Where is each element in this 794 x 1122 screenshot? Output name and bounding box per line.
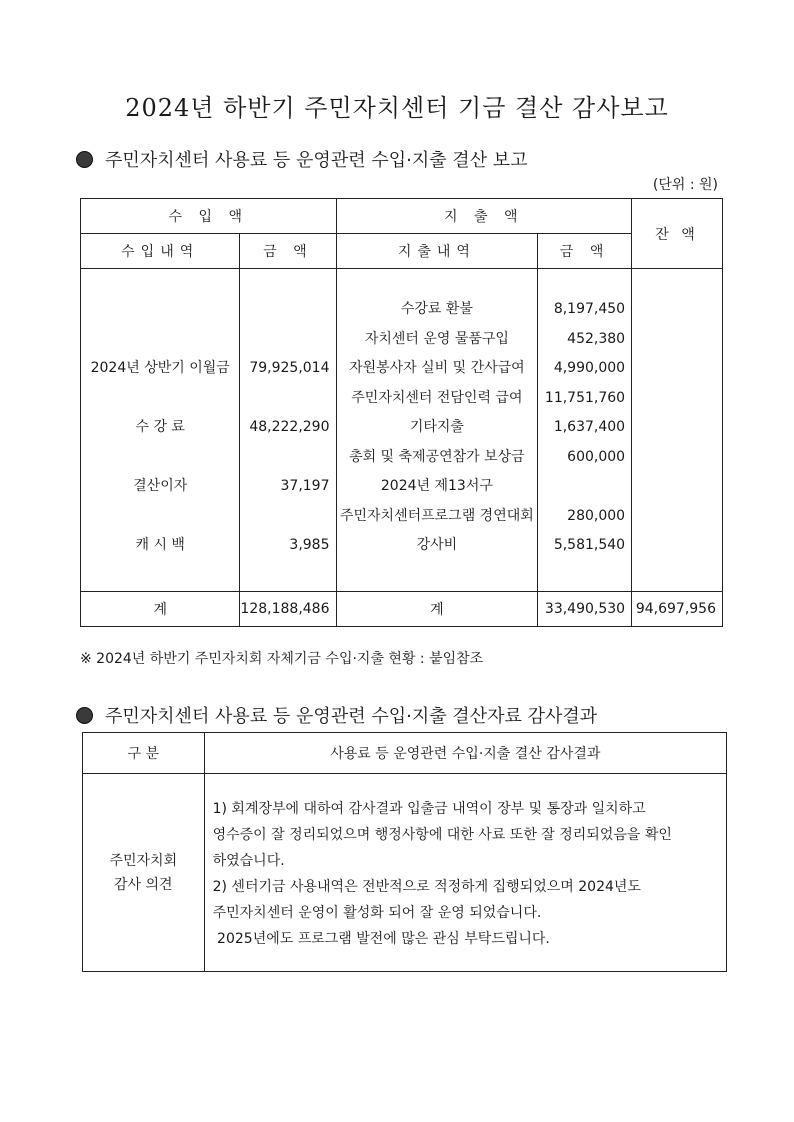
settlement-table bbox=[80, 198, 723, 627]
opinion-line: 1) 회계장부에 대하여 감사결과 입출금 내역이 장부 및 통장과 일치하고 bbox=[212, 801, 646, 817]
expense-amount-cell: 4,990,000 bbox=[553, 360, 626, 376]
income-amount-cell bbox=[240, 561, 335, 591]
audit-col-category: 구 분 bbox=[83, 733, 205, 774]
expense-amount-cell bbox=[538, 472, 631, 502]
expense-item-cell: 수강료 환불 bbox=[400, 301, 473, 317]
income-item-cell: 캐 시 백 bbox=[135, 537, 185, 553]
expense-amount-cell: 8,197,450 bbox=[553, 301, 626, 317]
income-item-cell: 2024년 상반기 이월금 bbox=[90, 360, 230, 376]
total-income-amount: 128,188,486 bbox=[240, 592, 336, 627]
income-amount-cell bbox=[240, 384, 335, 414]
audit-row-label bbox=[83, 774, 205, 972]
expense-items-column bbox=[336, 269, 538, 592]
section-heading-2 bbox=[76, 702, 597, 728]
income-item-cell: 결산이자 bbox=[133, 478, 188, 494]
income-amount-cell: 37,197 bbox=[280, 478, 330, 494]
bullet-icon bbox=[76, 151, 93, 168]
audit-col-result: 사용료 등 운영관련 수입·지출 결산 감사결과 bbox=[204, 733, 726, 774]
expense-item-cell: 자치센터 운영 물품구입 bbox=[364, 330, 509, 347]
expense-item-cell: 기타지출 bbox=[409, 419, 464, 435]
section-heading-1 bbox=[76, 146, 528, 172]
audit-row-label-line2: 감사 의견 bbox=[114, 876, 173, 893]
audit-result-table bbox=[82, 732, 727, 972]
unit-label: (단위 : 원) bbox=[652, 177, 718, 193]
expense-amount-cell: 5,581,540 bbox=[553, 537, 626, 553]
opinion-line: 2) 센터기금 사용내역은 전반적으로 적정하게 집행되었으며 2024년도 bbox=[212, 879, 641, 895]
bullet-icon bbox=[76, 707, 93, 724]
audit-opinion bbox=[204, 774, 726, 972]
income-item-cell bbox=[81, 561, 239, 591]
header-expense: 지 출 액 bbox=[336, 199, 632, 234]
footnote: ※ 2024년 하반기 주민자치회 자체기금 수입·지출 현황 : 붙임참조 bbox=[80, 651, 484, 667]
section-heading-1-text: 주민자치센터 사용료 등 운영관련 수입·지출 결산 보고 bbox=[105, 150, 528, 171]
opinion-line: 영수증이 잘 정리되었으며 행정사항에 대한 사료 또한 잘 정리되었음을 확인 bbox=[212, 827, 672, 843]
header-income-amount: 금 액 bbox=[240, 234, 336, 269]
income-item-cell bbox=[81, 443, 239, 473]
header-balance: 잔 액 bbox=[632, 199, 723, 269]
expense-amount-cell: 600,000 bbox=[567, 448, 626, 465]
expense-amount-cell: 452,380 bbox=[567, 330, 626, 347]
expense-amount-cell: 280,000 bbox=[567, 507, 626, 524]
income-item-cell bbox=[81, 295, 239, 325]
expense-amount-cell: 11,751,760 bbox=[544, 389, 626, 406]
income-amount-cell: 3,985 bbox=[289, 537, 330, 553]
income-amount-cell bbox=[240, 502, 335, 532]
income-amounts-column bbox=[240, 269, 336, 592]
total-income-label: 계 bbox=[81, 592, 240, 627]
header-income-item: 수입내역 bbox=[81, 234, 240, 269]
audit-row-label-line1: 주민자치회 bbox=[109, 852, 178, 869]
total-balance: 94,697,956 bbox=[632, 592, 723, 627]
expense-item-cell: 2024년 제13서구 bbox=[380, 478, 493, 494]
income-amount-cell: 79,925,014 bbox=[249, 360, 330, 376]
page-title: 2024년 하반기 주민자치센터 기금 결산 감사보고 bbox=[125, 94, 669, 122]
income-item-cell bbox=[81, 502, 239, 532]
expense-item-cell: 자원봉사자 실비 및 간사급여 bbox=[349, 360, 525, 376]
total-expense-amount: 33,490,530 bbox=[538, 592, 632, 627]
expense-amount-cell: 1,637,400 bbox=[553, 419, 626, 435]
opinion-line: 하였습니다. bbox=[212, 853, 285, 869]
expense-item-cell: 총회 및 축제공연참가 보상금 bbox=[349, 448, 525, 465]
income-amount-cell bbox=[240, 325, 335, 355]
expense-item-cell bbox=[337, 561, 538, 591]
income-item-cell bbox=[81, 325, 239, 355]
income-item-cell bbox=[81, 384, 239, 414]
income-items-column bbox=[81, 269, 240, 592]
total-expense-label: 계 bbox=[336, 592, 538, 627]
expense-item-cell: 주민자치센터 전담인력 급여 bbox=[351, 389, 523, 406]
income-amount-cell bbox=[240, 443, 335, 473]
income-item-cell: 수 강 료 bbox=[135, 419, 185, 435]
opinion-line: 2025년에도 프로그램 발전에 많은 관심 부탁드립니다. bbox=[212, 931, 550, 947]
balance-column bbox=[632, 269, 723, 592]
header-income: 수 입 액 bbox=[81, 199, 337, 234]
income-amount-cell: 48,222,290 bbox=[249, 419, 330, 435]
header-expense-amount: 금 액 bbox=[538, 234, 632, 269]
section-heading-2-text: 주민자치센터 사용료 등 운영관련 수입·지출 결산자료 감사결과 bbox=[105, 706, 598, 727]
header-expense-item: 지출내역 bbox=[336, 234, 538, 269]
income-amount-cell bbox=[240, 295, 335, 325]
expense-item-cell: 강사비 bbox=[416, 537, 458, 553]
expense-amounts-column bbox=[538, 269, 632, 592]
opinion-line: 주민자치센터 운영이 활성화 되어 잘 운영 되었습니다. bbox=[212, 905, 542, 921]
expense-amount-cell bbox=[538, 561, 631, 591]
expense-item-cell: 주민자치센터프로그램 경연대회 bbox=[339, 507, 534, 524]
